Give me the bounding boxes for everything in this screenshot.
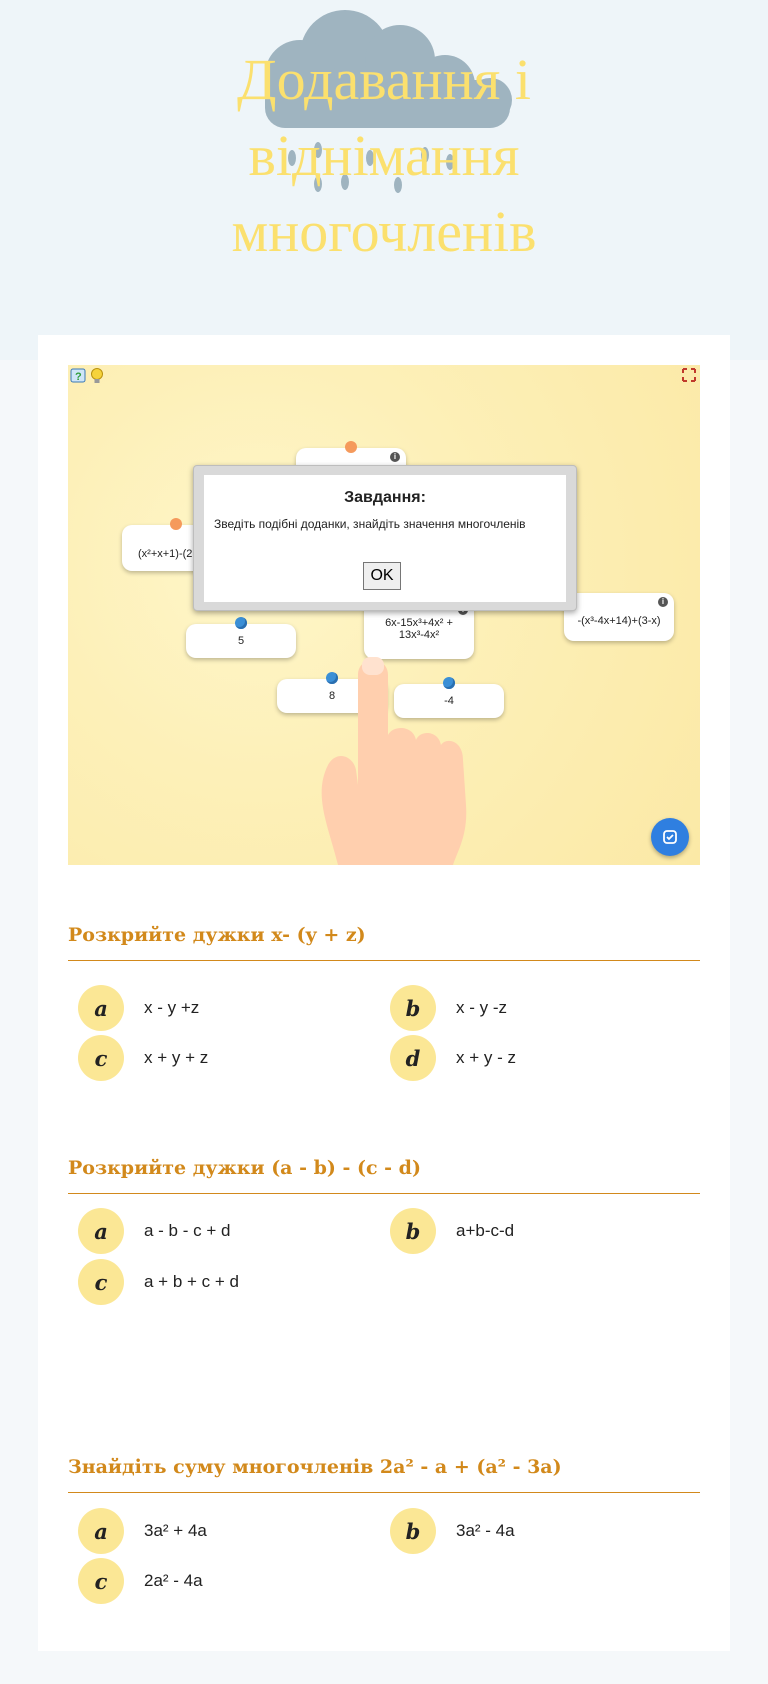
fullscreen-icon[interactable] [680,367,698,385]
option-text: x + y + z [144,1048,209,1067]
task-dialog-body [204,475,566,602]
option-letter: a [78,1208,124,1254]
dialog-message: Зведіть подібні доданки, знайдіть значення многочленів [214,517,526,531]
option-letter: c [78,1035,124,1081]
option-text: a - b - c + d [144,1221,231,1240]
tile-pin [235,617,247,629]
answer-option-a[interactable] [78,1208,230,1254]
check-icon [662,828,678,845]
ok-button[interactable]: OK [363,562,401,590]
svg-text:?: ? [75,371,82,383]
answer-option-b[interactable] [390,1208,514,1254]
option-text: x + y - z [456,1048,516,1067]
question-2 [68,1153,700,1194]
option-text: x - y -z [456,998,507,1017]
check-button[interactable] [651,818,689,856]
question-3 [68,1452,700,1493]
answer-option-d[interactable] [390,1035,516,1081]
answer-option-c[interactable] [78,1035,208,1081]
option-letter: b [390,985,436,1031]
tile-expression[interactable] [564,593,674,641]
tile-pin [345,441,357,453]
option-letter: b [390,1508,436,1554]
tile-text: -4 [444,695,454,707]
hint-bulb-icon[interactable] [88,367,106,385]
answer-option-b[interactable] [390,985,507,1031]
tile-text: 6x-15x³+4x² + 13x³-4x² [385,617,453,641]
task-dialog [193,465,577,611]
tile-text: 5 [237,635,245,647]
interactive-activity[interactable] [68,365,700,865]
option-letter: c [78,1558,124,1604]
question-title: Розкрийте дужки x- (y + z) [68,920,700,961]
tile-text: (x²+x+1)-(2 [138,548,193,560]
tile-text: -(x³-4x+14)+(3-x) [577,615,661,627]
answer-option-c[interactable] [78,1259,239,1305]
option-letter: b [390,1208,436,1254]
option-letter: a [78,985,124,1031]
option-letter: a [78,1508,124,1554]
question-title: Знайдіть суму многочленів 2a² - a + (a² - 3a) [68,1452,700,1493]
info-icon[interactable]: i [390,452,400,462]
tile-value[interactable] [186,624,296,658]
option-letter: d [390,1035,436,1081]
dialog-title: Завдання: [344,489,426,506]
answer-option-c[interactable] [78,1558,203,1604]
option-text: x - y +z [144,998,200,1017]
option-text: 3a² - 4a [456,1521,515,1540]
option-text: 3a² + 4a [144,1521,207,1540]
tile-pin [170,518,182,530]
option-letter: c [78,1259,124,1305]
answer-option-a[interactable] [78,1508,207,1554]
option-text: a+b-c-d [456,1221,515,1240]
option-text: 2a² - 4a [144,1571,203,1590]
page-title: Додавання і віднімання многочленів [231,47,537,264]
answer-option-a[interactable] [78,985,199,1031]
question-title: Розкрийте дужки (a - b) - (c - d) [68,1153,700,1194]
help-icon[interactable] [70,367,88,385]
question-1 [68,920,700,961]
info-icon[interactable]: i [658,597,668,607]
option-text: a + b + c + d [144,1272,239,1291]
tile-text: 8 [328,690,336,702]
answer-option-b[interactable] [390,1508,515,1554]
hand-pointer-illustration [298,645,468,865]
header-band [0,0,768,360]
